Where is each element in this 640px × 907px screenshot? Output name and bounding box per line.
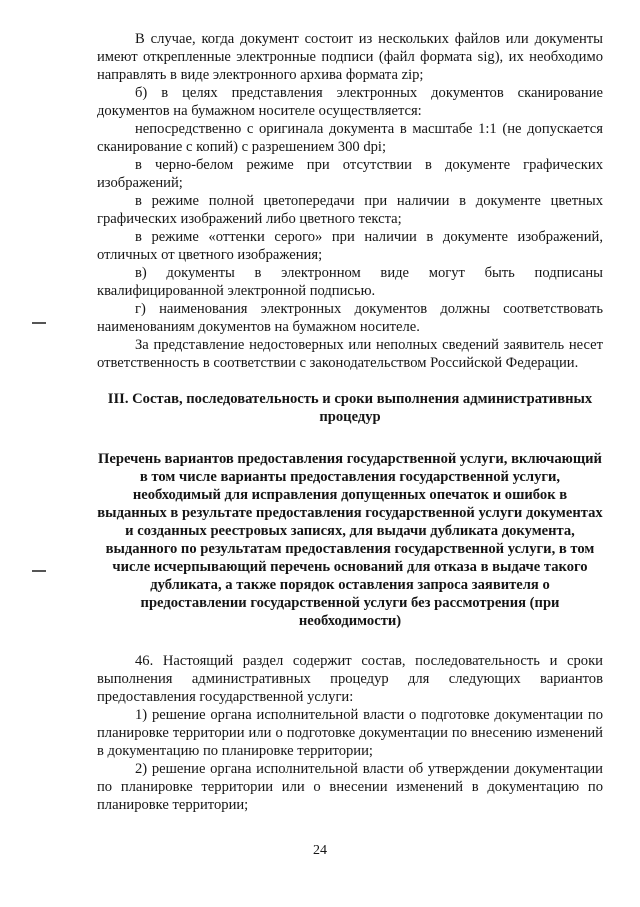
spacer <box>97 630 603 652</box>
paragraph-grayscale: в режиме «оттенки серого» при наличии в документе изображений, отличных от цветного изображения; <box>97 229 603 263</box>
subsection-heading: Перечень вариантов предоставления государственной услуги, включающий в том числе варианты предоставления государственной услуги, необходимый для исправления допущенных опечаток и ошибок в выданных в результате предоставления государственной услуги документах и созданных реестровых записях, для выдачи дубликата документа, выданного по результатам предоставления государственной услуги, в том числе исчерпывающий перечень оснований для отказа в выдаче такого дубликата, а также порядок оставления запроса заявителя о предоставлении государственной услуги без рассмотрения (при необходимости) <box>97 451 603 629</box>
paragraph-zip-archive: В случае, когда документ состоит из нескольких файлов или документы имеют открепленные электронные подписи (файл формата sig), их необходимо направлять в виде электронного архива формата zip; <box>97 31 603 83</box>
paragraph-scan-original: непосредственно с оригинала документа в масштабе 1:1 (не допускается сканирование с копий) с разрешением 300 dpi; <box>97 121 603 155</box>
paragraph-responsibility: За представление недостоверных или неполных сведений заявитель несет ответственность в соответствии с законодательством Российской Федерации. <box>97 337 603 371</box>
document-body <box>97 30 603 814</box>
page-number: 24 <box>313 843 327 858</box>
list-item-1: 1) решение органа исполнительной власти о подготовке документации по планировке территории или о подготовке документации по внесению изменений в документацию по планировке территории; <box>97 707 603 759</box>
paragraph-electronic-signature: в) документы в электронном виде могут быть подписаны квалифицированной электронной подписью. <box>97 265 603 299</box>
paragraph-document-names: г) наименования электронных документов должны соответствовать наименованиям документов на бумажном носителе. <box>97 301 603 335</box>
section-heading: III. Состав, последовательность и сроки выполнения административных процедур <box>107 391 593 425</box>
list-item-2: 2) решение органа исполнительной власти об утверждении документации по планировке территории или о внесении изменений в документацию по планировке территории; <box>97 761 603 813</box>
paragraph-scanning-intro: б) в целях представления электронных документов сканирование документов на бумажном носителе осуществляется: <box>97 85 603 119</box>
paragraph-full-color: в режиме полной цветопередачи при наличии в документе цветных графических изображений либо цветного текста; <box>97 193 603 227</box>
paragraph-black-white: в черно-белом режиме при отсутствии в документе графических изображений; <box>97 157 603 191</box>
paragraph-46: 46. Настоящий раздел содержит состав, последовательность и сроки выполнения административных процедур для следующих вариантов предоставления государственной услуги: <box>97 653 603 705</box>
margin-mark <box>32 322 46 324</box>
margin-mark <box>32 570 46 572</box>
